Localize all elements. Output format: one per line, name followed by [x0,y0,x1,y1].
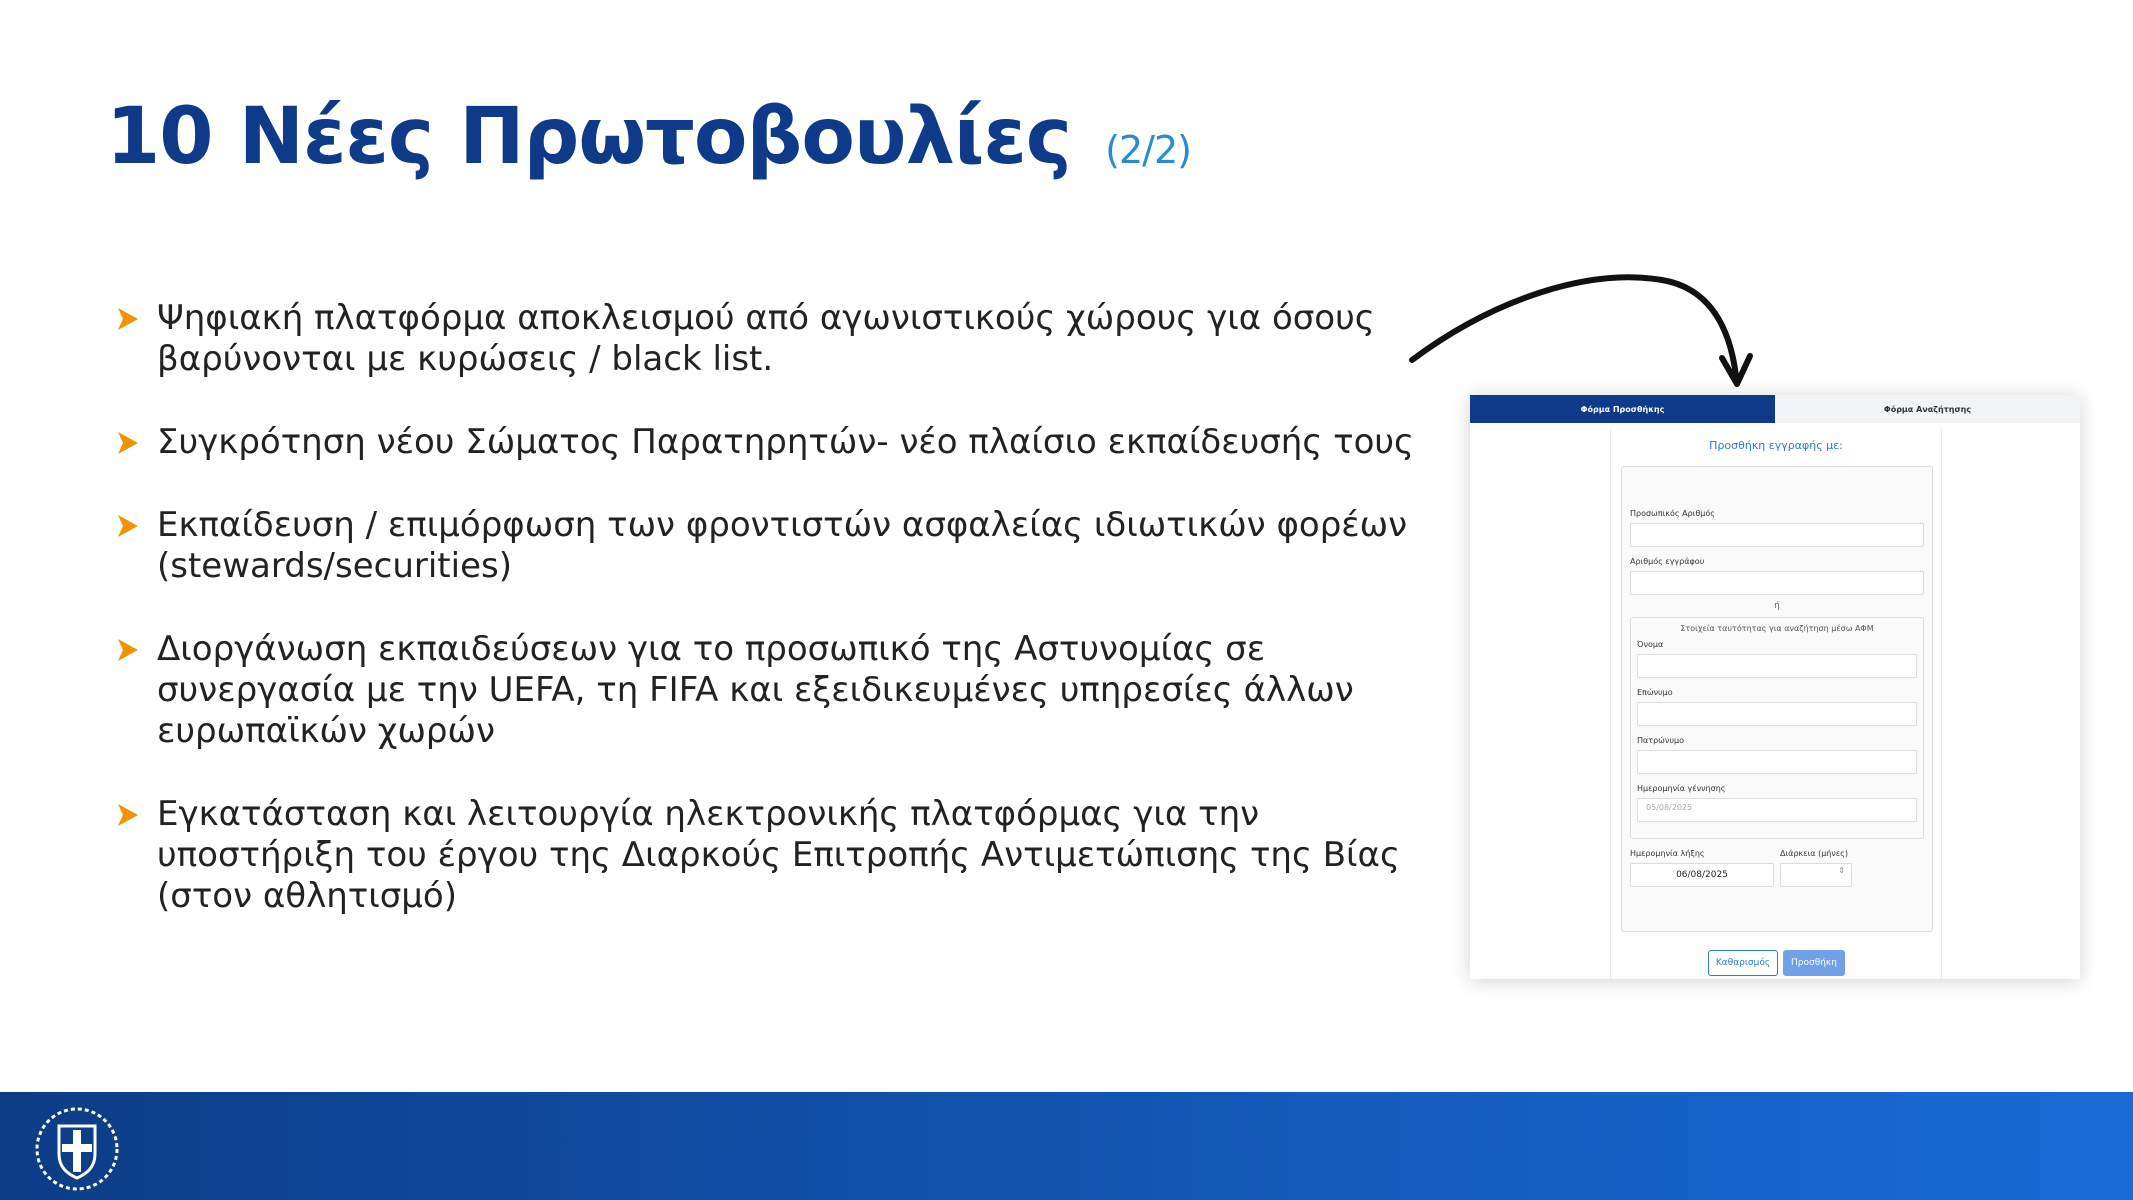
bullet-item [115,422,1460,463]
form-box [1621,466,1933,932]
chevron-right-icon [115,430,141,456]
bullet-text: Εκπαίδευση / επιμόρφωση των φροντιστών ασφαλείας ιδιωτικών φορέων (stewards/securities) [157,505,1408,586]
add-button[interactable]: Προσθήκη [1783,950,1845,976]
personal-number-label: Προσωπικός Αριθμός [1630,509,1715,518]
slide-title [106,92,1191,182]
form-screenshot [1470,395,2080,979]
birth-date-input[interactable] [1637,798,1917,822]
chevron-right-icon [115,802,141,828]
father-name-input[interactable] [1637,750,1917,774]
add-form-panel [1610,429,1942,979]
chevron-right-icon [115,637,141,663]
birth-date-label: Ημερομηνία γέννησης [1637,784,1726,793]
bullet-text: Συγκρότηση νέου Σώματος Παρατηρητών- νέο πλαίσιο εκπαίδευσής τους [157,422,1415,462]
name-input[interactable] [1637,654,1917,678]
form-tabs [1470,395,2080,423]
curved-arrow-icon [1400,268,1760,398]
bullet-text: Εγκατάσταση και λειτουργία ηλεκτρονικής πλατφόρμας για την υποστήριξη του έργου της Διαρκούς Επιτροπής Αντιμετώπισης της Βίας (στον αθλητισμό) [157,794,1400,916]
bullet-text: Ψηφιακή πλατφόρμα αποκλεισμού από αγωνιστικούς χώρους για όσους βαρύνονται με κυρώσεις / black list. [157,298,1375,379]
expiry-date-label: Ημερομηνία λήξης [1630,849,1705,858]
chevron-right-icon [115,306,141,332]
tab-add-form[interactable]: Φόρμα Προσθήκης [1470,395,1775,423]
panel-title: Προσθήκη εγγραφής με: [1709,439,1843,452]
slide-title-text: 10 Νέες Πρωτοβουλίες [106,92,1071,182]
identity-section [1630,617,1924,839]
bullet-item [115,794,1460,917]
personal-number-input[interactable] [1630,523,1924,547]
duration-label: Διάρκεια (μήνες) [1780,849,1848,858]
stepper-arrows-icon[interactable]: ⇕ [1838,866,1845,875]
greek-coat-of-arms-icon [34,1106,120,1192]
duration-stepper[interactable] [1780,863,1852,887]
slide-title-suffix: (2/2) [1105,128,1191,172]
surname-input[interactable] [1637,702,1917,726]
identity-section-title: Στοιχεία ταυτότητας για αναζήτηση μέσω ΑΦΜ [1680,624,1874,633]
birth-date-placeholder: 05/08/2025 [1646,803,1693,812]
bullet-item [115,298,1460,380]
bullet-item [115,505,1460,587]
chevron-right-icon [115,513,141,539]
document-number-label: Αριθμός εγγράφου [1630,557,1705,566]
or-separator: ή [1774,601,1780,611]
footer-bar [0,1092,2133,1200]
father-name-label: Πατρώνυμο [1637,736,1684,745]
tab-search-form[interactable]: Φόρμα Αναζήτησης [1775,395,2080,423]
surname-label: Επώνυμο [1637,688,1673,697]
bullet-item [115,629,1460,752]
bullet-list [115,298,1460,959]
document-number-input[interactable] [1630,571,1924,595]
name-label: Όνομα [1637,640,1664,649]
bullet-text: Διοργάνωση εκπαιδεύσεων για το προσωπικό της Αστυνομίας σε συνεργασία με την UEFA, τη FIFA και εξειδικευμένες υπηρεσίες άλλων ευρωπαϊκών χωρών [157,629,1354,751]
expiry-date-input[interactable]: 06/08/2025 [1630,863,1774,887]
clear-button[interactable]: Καθαρισμός [1708,950,1778,976]
